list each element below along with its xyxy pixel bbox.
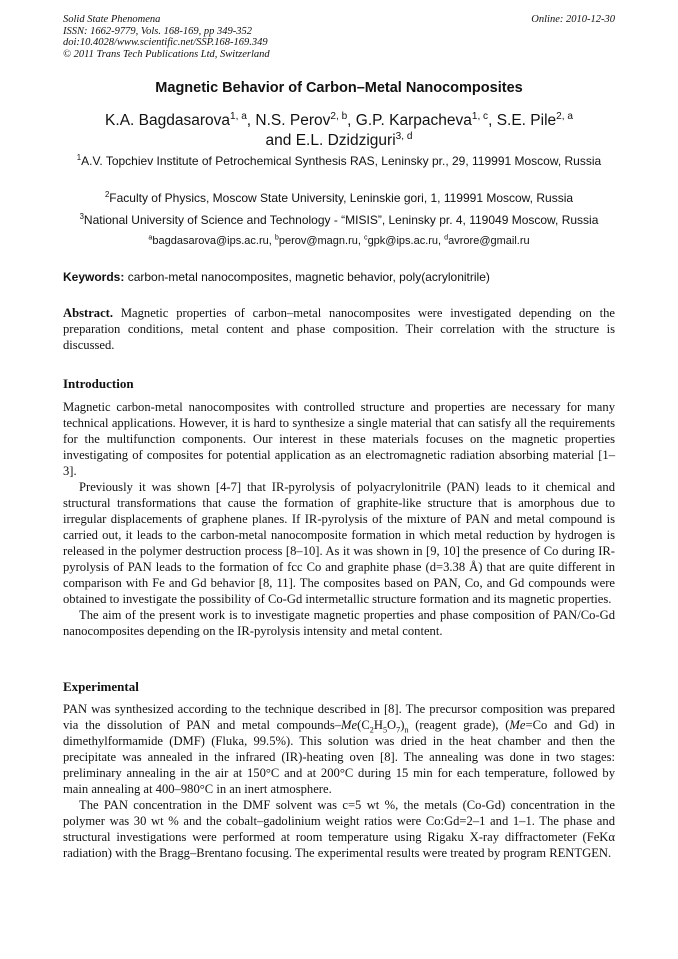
experimental-body xyxy=(63,701,615,861)
author-sup: 2, b xyxy=(330,110,348,122)
abstract xyxy=(63,305,615,353)
affiliation-text: National University of Science and Technology - “MISIS”, Leninsky pr. 4, 119049 Moscow, Russia xyxy=(83,213,599,227)
author: S.E. Pile xyxy=(496,112,557,129)
author: K.A. Bagdasarova xyxy=(105,112,230,129)
text-run: Me xyxy=(341,718,358,732)
journal-issn: ISSN: 1662-9779, Vols. 168-169, pp 349-352 xyxy=(63,25,252,37)
author-sup: 3, d xyxy=(395,130,413,142)
journal-name: Solid State Phenomena xyxy=(63,14,161,25)
affiliation-text: A.V. Topchiev Institute of Petrochemical Synthesis RAS, Leninsky pr., 29, 119991 Moscow, Russia xyxy=(81,154,602,168)
subscript: 5 xyxy=(382,725,388,735)
email-sup: b xyxy=(274,233,279,242)
subscript: 7 xyxy=(396,725,401,735)
affiliation-number: 3 xyxy=(79,212,84,221)
author: E.L. Dzidziguri xyxy=(295,132,396,149)
section-heading-experimental: Experimental xyxy=(63,679,139,694)
paragraph xyxy=(63,701,615,797)
author-sup: 1, a xyxy=(230,110,247,122)
text-run: (C xyxy=(357,718,370,732)
author-and: and xyxy=(265,132,292,149)
text-run: PAN was synthesized according to the technique described in [8]. The precursor composition was prepared via the dissolution of PAN and metal compounds– xyxy=(63,702,615,732)
online-date: Online: 2010-12-30 xyxy=(531,14,615,25)
email-sup: a xyxy=(148,233,153,242)
author: N.S. Perov xyxy=(255,112,331,129)
text-run: O xyxy=(387,718,397,732)
paragraph: The aim of the present work is to investigate magnetic properties and phase composition of PAN/Co-Gd nanocomposites depending on the IR-pyrolysis intensity and metal content. xyxy=(63,608,615,638)
text-run: H xyxy=(373,718,383,732)
keywords-text: carbon-metal nanocomposites, magnetic behavior, poly(acrylonitrile) xyxy=(127,270,490,284)
section-heading-introduction: Introduction xyxy=(63,376,134,391)
author-sup: 2, a xyxy=(556,110,573,122)
affiliation-number: 2 xyxy=(104,190,110,199)
paragraph: Previously it was shown [4-7] that IR-pyrolysis of polyacrylonitrile (PAN) leads to it chemical and structural transformations that cause the formation of graphite-like structure that is amorphous due to irregular displacements of graphene planes. If IR-pyrolysis of the mixture of PAN and metal compound is carried out, it leads to the carbon-metal nanocomposite formation in which metal reduction by hydrogen is released in the polymer destruction process [8–10]. As it was shown in [9, 10] the presence of Co during IR-pyrolysis of PAN leads to the formation of fcc Co and graphite phase (d=3.38 Å) that are quite different in comparison with Fe and Gd behavior [8, 11]. The composites based on PAN, Co, and Gd compounds were obtained to investigate the possibility of Co-Gd intermetallic structure formation and its magnetic properties. xyxy=(63,480,615,606)
introduction-body xyxy=(63,399,615,639)
abstract-text: Magnetic properties of carbon–metal nanocomposites were investigated depending on the preparation conditions, metal content and phase composition. Their correlation with the structure is discussed. xyxy=(63,306,615,352)
keywords-label: Keywords: xyxy=(63,270,125,284)
affiliation-3 xyxy=(40,213,638,228)
journal-header xyxy=(63,14,270,60)
paper-title: Magnetic Behavior of Carbon–Metal Nanocomposites xyxy=(155,80,523,96)
text-run: Me xyxy=(509,718,526,732)
paragraph: Magnetic carbon-metal nanocomposites with controlled structure and properties are necessary for many technical applications. However, it is hard to synthesize a single material that can satisfy all the requirements for the multifunction components. Our interest in these materials focuses on the magnetic properties investigating of composites for potential application as an electromagnetic radiation absorbing material [1–3]. xyxy=(63,400,615,478)
author-sup: 1, c xyxy=(471,110,489,122)
email-link[interactable]: perov@magn.ru, xyxy=(278,235,361,247)
affiliation-text: Faculty of Physics, Moscow State University, Leninskie gori, 1, 119991 Moscow, Russia xyxy=(109,191,574,205)
email-link[interactable]: gpk@ips.ac.ru, xyxy=(367,235,442,247)
author: G.P. Karpacheva xyxy=(355,112,472,129)
affiliation-1 xyxy=(55,154,623,169)
email-sup: d xyxy=(444,233,449,242)
email-link[interactable]: avrore@gmail.ru xyxy=(448,235,530,247)
journal-doi: doi:10.4028/www.scientific.net/SSP.168-169.349 xyxy=(63,37,268,48)
text-run: ) xyxy=(400,718,405,732)
affiliation-2 xyxy=(55,191,623,206)
text-run: (reagent grade), ( xyxy=(408,718,510,732)
text-run: =Co and Gd) in dimethylformamide (DMF) (Fluka, 99.5%). This solution was dried in the heat chamber and then the precipitate was annealed in the infrared (IR)-heating oven [8]. The annealing was done in two stages: preliminary annealing in the air at 150°C and at 200°C during 15 min for each temperature, followed by main annealing at 400–980°C in an inert atmosphere. xyxy=(63,718,615,796)
email-list xyxy=(40,235,638,247)
subscript: n xyxy=(404,725,409,735)
affiliation-number: 1 xyxy=(76,153,82,162)
subscript: 2 xyxy=(369,725,374,735)
paragraph: The PAN concentration in the DMF solvent was c=5 wt %, the metals (Co-Gd) concentration in the polymer was 30 wt % and the cobalt–gadolinium weight ratios were Co:Gd=2–1 and 1–1. The phase and structural investigations were performed at room temperature using Rigaku X-ray diffractometer (FeKα radiation) with the Bragg–Brentano focusing. The experimental results were treated by program RENTGEN. xyxy=(63,798,615,860)
author-list: K.A. Bagdasarova$^{1, a}$, N.S. Perov$^{2, b}$, G.P. Karpacheva$^{1, c}$, S.E. Pile$^{2, a}$ and E.L. Dzidziguri$^{3, d}$ xyxy=(105,110,573,149)
abstract-label: Abstract. xyxy=(63,306,114,320)
email-sup: c xyxy=(363,233,368,242)
journal-copyright: © 2011 Trans Tech Publications Ltd, Switzerland xyxy=(63,48,270,60)
keywords xyxy=(63,270,615,284)
email-link[interactable]: bagdasarova@ips.ac.ru, xyxy=(152,235,272,247)
